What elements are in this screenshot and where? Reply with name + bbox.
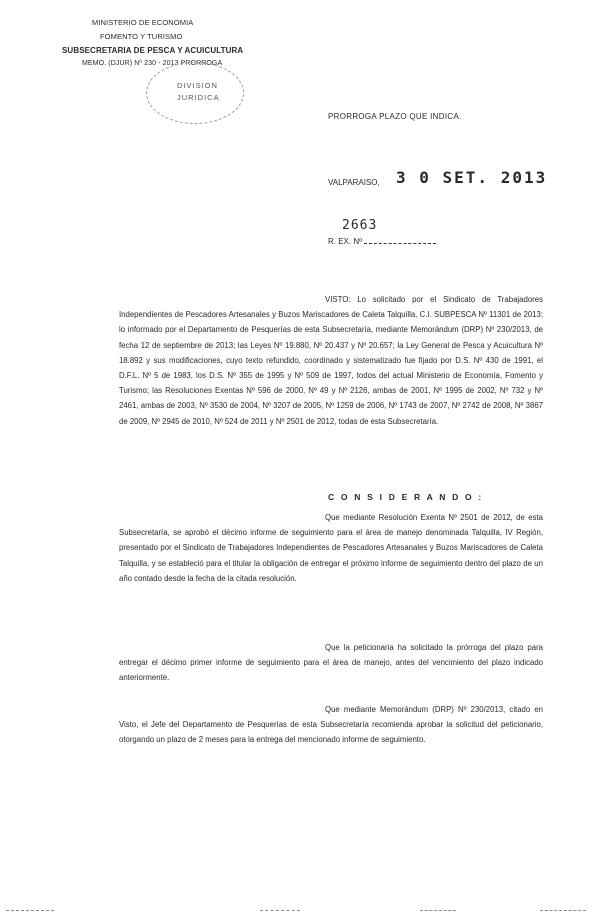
stamp-line-2: JURIDICA (177, 93, 220, 102)
division-juridica-stamp (146, 62, 244, 124)
rex-label: R. EX. Nº (328, 237, 363, 246)
considerando-paragraph-3 (119, 702, 543, 748)
ministry-subline: FOMENTO Y TURISMO (100, 32, 183, 41)
footer-mark (6, 910, 54, 911)
considerando-paragraph-2 (119, 640, 543, 686)
stamp-line-1: DIVISION (177, 81, 218, 90)
visto-lead: VISTO: (325, 295, 351, 304)
visto-paragraph (119, 292, 543, 429)
date-stamp: 3 0 SET. 2013 (396, 168, 548, 187)
considerando-2-text: plazo para entregar el décimo primer informe de seguimiento para el área de manejo, antes del vencimiento del plazo indicado anteriormente. (119, 643, 544, 683)
rex-blank-line (364, 237, 436, 244)
place-label: VALPARAISO, (328, 178, 380, 187)
considerando-paragraph-1 (119, 510, 543, 586)
footer-mark (540, 910, 586, 911)
visto-text: Lo solicitado por el Sindicato de Trabajadores Independientes de Pescadores Artesanales y Buzos Mariscadores de Caleta Talquilla, C.I. SUBPESCA Nº 11301 de 2013; lo informado por el Departamento de Pesquerías de esta Subsecretaría, mediante Memorándum (DRP) Nº 230/2013, de fecha 12 de septiembre de 2013; las Leyes Nº 19.880, Nº 20.437 y Nº 20.657; la Ley General de Pesca y Acuicultura Nº 18.892 y sus modificaciones, cuyo texto refundido, coordinado y sistematizado fue fijado por D.S. Nº 430 de 1991, el D.F.L. Nº 5 de 1983, los D.S. Nº 355 de 1995 y Nº 509 de 1997, todos del actual Ministerio de Economía, Fomento y Turismo; las Resoluciones Exentas Nº 596 de 2000, Nº 49 y Nº 2126, ambas de 2001, Nº 1995 de 2002, Nº 732 y Nº 2461, ambas de 2003, Nº 3530 de 2004, Nº 3207 de 2005, Nº 1259 de 2006, Nº 1743 de 2007, Nº 2742 de 2008, Nº 3867 de 2009, Nº 2945 de 2010, Nº 524 de 2011 y Nº 2501 de 2012, todas de esta Subsecretaría. (119, 295, 543, 426)
subsecretaria-line: SUBSECRETARIA DE PESCA Y ACUICULTURA (62, 46, 244, 55)
considerando-3-text: 230/2013, citado en Visto, el Jefe del Departamento de Pesquerías de esta Subsecretaría recomienda aprobar la solicitud del peticionario, otorgando un plazo de 2 meses para la entrega del mencionado informe de seguimiento. (119, 705, 544, 745)
considerando-3-lead: Que mediante Memorándum (DRP) Nº (325, 705, 467, 714)
footer-mark (420, 910, 456, 911)
resolution-number: 2663 (342, 218, 378, 233)
considerando-2-lead: Que la peticionaria ha solicitado la prórroga del (325, 643, 501, 652)
document-subject: PRORROGA PLAZO QUE INDICA. (328, 112, 462, 121)
ministry-line: MINISTERIO DE ECONOMIA (92, 18, 194, 27)
considerando-1-lead: Que mediante Resolución Exenta Nº 2501 de (325, 513, 490, 522)
rex-line (328, 237, 436, 246)
considerando-1-text: 2012, de esta Subsecretaría, se aprobó el décimo informe de seguimiento para el área de manejo denominada Talquilla, IV Región, presentado por el Sindicato de Trabajadores Independientes de Pescadores Artesanales y Buzos Mariscadores de Caleta Talquilla, y se estableció para el titular la obligación de entregar el próximo informe de seguimiento dentro del plazo de un año contado desde la fecha de la citada resolución. (119, 513, 543, 583)
memo-reference: MEMO. (DJUR) Nº 230 - 2013 PRORROGA (82, 60, 223, 67)
considerando-heading: C O N S I D E R A N D O : (328, 492, 484, 502)
footer-mark (260, 910, 300, 911)
